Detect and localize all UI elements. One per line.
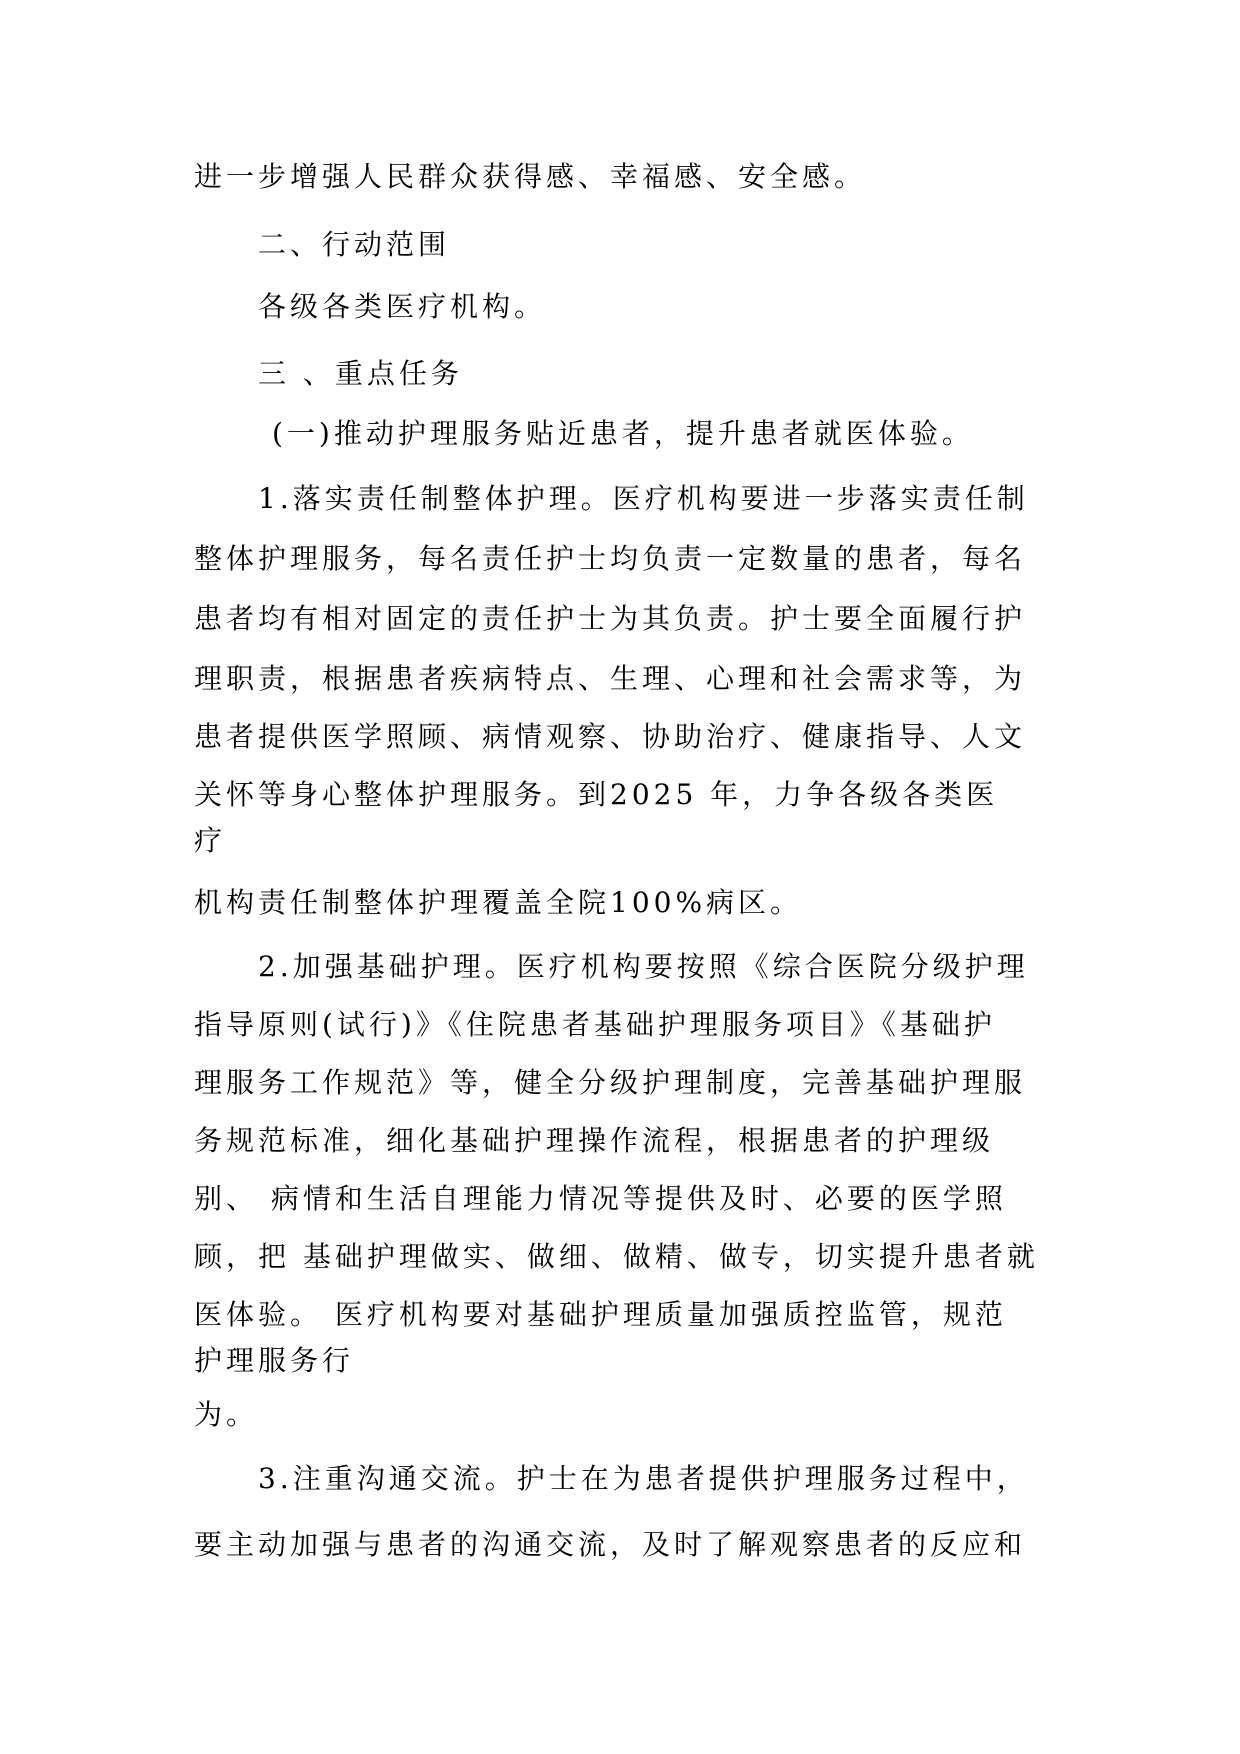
text-line: 1.落实责任制整体护理。医疗机构要进一步落实责任制	[258, 482, 1029, 515]
text-line: 2.加强基础护理。医疗机构要按照《综合医院分级护理	[258, 950, 1029, 983]
text-line: 医体验。 医疗机构要对基础护理质量加强质控监管，规范	[194, 1298, 1007, 1331]
text-line: 理职责，根据患者疾病特点、生理、心理和社会需求等，为	[194, 662, 1027, 695]
section-heading: 二、行动范围	[258, 228, 451, 261]
text-line: 疗	[194, 824, 227, 857]
text-line: 指导原则(试行)》《住院患者基础护理服务项目》《基础护	[194, 1008, 996, 1041]
text-line: 要主动加强与患者的沟通交流，及时了解观察患者的反应和	[194, 1528, 1027, 1561]
text-line: 别、 病情和生活自理能力情况等提供及时、必要的医学照	[194, 1182, 1007, 1215]
subsection-heading: (一)推动护理服务贴近患者，提升患者就医体验。	[272, 417, 974, 450]
text-line: 患者均有相对固定的责任护士为其负责。护士要全面履行护	[194, 602, 1027, 635]
text-line: 为。	[194, 1398, 259, 1431]
text-line: 关怀等身心整体护理服务。到2025 年，力争各级各类医	[194, 778, 999, 811]
text-line: 理服务工作规范》等，健全分级护理制度，完善基础护理服	[194, 1066, 1027, 1099]
text-line: 各级各类医疗机构。	[258, 290, 547, 323]
text-line: 整体护理服务，每名责任护士均负责一定数量的患者，每名	[194, 542, 1027, 575]
text-line: 护理服务行	[194, 1344, 355, 1377]
text-line: 顾，把 基础护理做实、做细、做精、做专，切实提升患者就	[194, 1240, 1039, 1273]
text-line: 3.注重沟通交流。护士在为患者提供护理服务过程中，	[258, 1462, 1029, 1495]
text-line: 务规范标准，细化基础护理操作流程，根据患者的护理级	[194, 1124, 995, 1157]
section-heading: 三 、重点任务	[258, 357, 463, 390]
text-line: 进一步增强人民群众获得感、幸福感、安全感。	[194, 160, 867, 193]
text-line: 机构责任制整体护理覆盖全院100%病区。	[194, 886, 803, 919]
text-line: 患者提供医学照顾、病情观察、协助治疗、健康指导、人文	[194, 720, 1027, 753]
